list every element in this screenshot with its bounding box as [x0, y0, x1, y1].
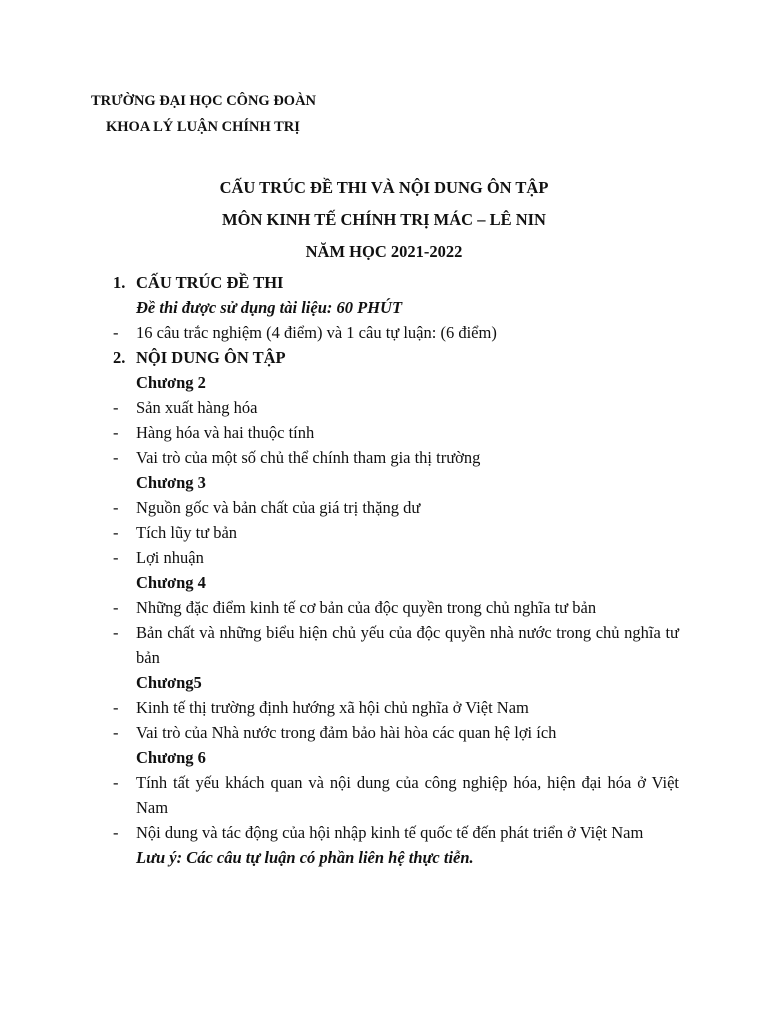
- list-item: [113, 320, 679, 345]
- list-item-text: Nguồn gốc và bản chất của giá trị thặng dư: [136, 498, 421, 517]
- list-item-text: Những đặc điểm kinh tế cơ bản của độc quyền trong chủ nghĩa tư bản: [136, 598, 597, 617]
- section-heading-review-content: [113, 348, 286, 368]
- list-dash: -: [113, 823, 119, 842]
- chapter-heading: Chương 2: [136, 373, 206, 392]
- list-dash: -: [113, 523, 119, 542]
- list-dash: -: [113, 448, 119, 467]
- list-dash: -: [113, 498, 119, 517]
- list-item: [113, 545, 679, 570]
- section-title: CẤU TRÚC ĐỀ THI: [136, 273, 284, 292]
- list-item-text: Vai trò của một số chủ thể chính tham gia thị trường: [136, 448, 481, 467]
- list-dash: -: [113, 723, 119, 742]
- chapter-heading: Chương 6: [136, 748, 206, 767]
- list-item: [113, 520, 679, 545]
- list-item: [113, 495, 679, 520]
- list-item-text: Tích lũy tư bản: [136, 523, 238, 542]
- document-title: CẤU TRÚC ĐỀ THI VÀ NỘI DUNG ÔN TẬP: [219, 178, 549, 197]
- list-item: [113, 395, 679, 420]
- list-item-text: Bản chất và những biểu hiện chủ yếu của độc quyền nhà nước trong chủ nghĩa tư bản: [136, 623, 679, 667]
- list-item-text: Vai trò của Nhà nước trong đảm bảo hài hòa các quan hệ lợi ích: [136, 723, 557, 742]
- list-item: [113, 720, 679, 745]
- subject-title: MÔN KINH TẾ CHÍNH TRỊ MÁC – LÊ NIN: [222, 210, 546, 229]
- list-dash: -: [113, 423, 119, 442]
- closing-note: Lưu ý: Các câu tự luận có phần liên hệ thực tiễn.: [136, 848, 474, 867]
- list-item-text: 16 câu trắc nghiệm (4 điểm) và 1 câu tự luận: (6 điểm): [136, 323, 497, 342]
- list-item: [113, 595, 679, 620]
- list-item: [113, 445, 679, 470]
- list-item-text: Tính tất yếu khách quan và nội dung của công nghiệp hóa, hiện đại hóa ở Việt Nam: [136, 773, 679, 817]
- faculty-name: KHOA LÝ LUẬN CHÍNH TRỊ: [106, 119, 300, 135]
- section-number: 2.: [113, 348, 126, 367]
- list-item-text: Nội dung và tác động của hội nhập kinh tế quốc tế đến phát triển ở Việt Nam: [136, 823, 644, 842]
- chapter-heading: Chương 3: [136, 473, 206, 492]
- list-item: [113, 820, 679, 845]
- list-item: [113, 695, 679, 720]
- list-item: [113, 420, 679, 445]
- section-title: NỘI DUNG ÔN TẬP: [136, 348, 286, 367]
- list-dash: -: [113, 623, 119, 642]
- list-item-text: Hàng hóa và hai thuộc tính: [136, 423, 315, 442]
- list-dash: -: [113, 598, 119, 617]
- list-item-text: Sản xuất hàng hóa: [136, 398, 258, 417]
- list-dash: -: [113, 323, 119, 342]
- chapter-heading: Chương5: [136, 673, 202, 692]
- list-dash: -: [113, 548, 119, 567]
- list-item-text: Kinh tế thị trường định hướng xã hội chủ nghĩa ở Việt Nam: [136, 698, 529, 717]
- list-item: [113, 770, 679, 820]
- list-item-text: Lợi nhuận: [136, 548, 204, 567]
- university-name: TRƯỜNG ĐẠI HỌC CÔNG ĐOÀN: [91, 93, 317, 109]
- list-item: [113, 620, 679, 670]
- list-dash: -: [113, 398, 119, 417]
- academic-year: NĂM HỌC 2021-2022: [305, 242, 463, 261]
- list-dash: -: [113, 698, 119, 717]
- section-number: 1.: [113, 273, 126, 292]
- exam-note: Đề thi được sử dụng tài liệu: 60 PHÚT: [136, 298, 403, 317]
- chapter-heading: Chương 4: [136, 573, 206, 592]
- list-dash: -: [113, 773, 119, 792]
- section-heading-exam-structure: [113, 273, 283, 293]
